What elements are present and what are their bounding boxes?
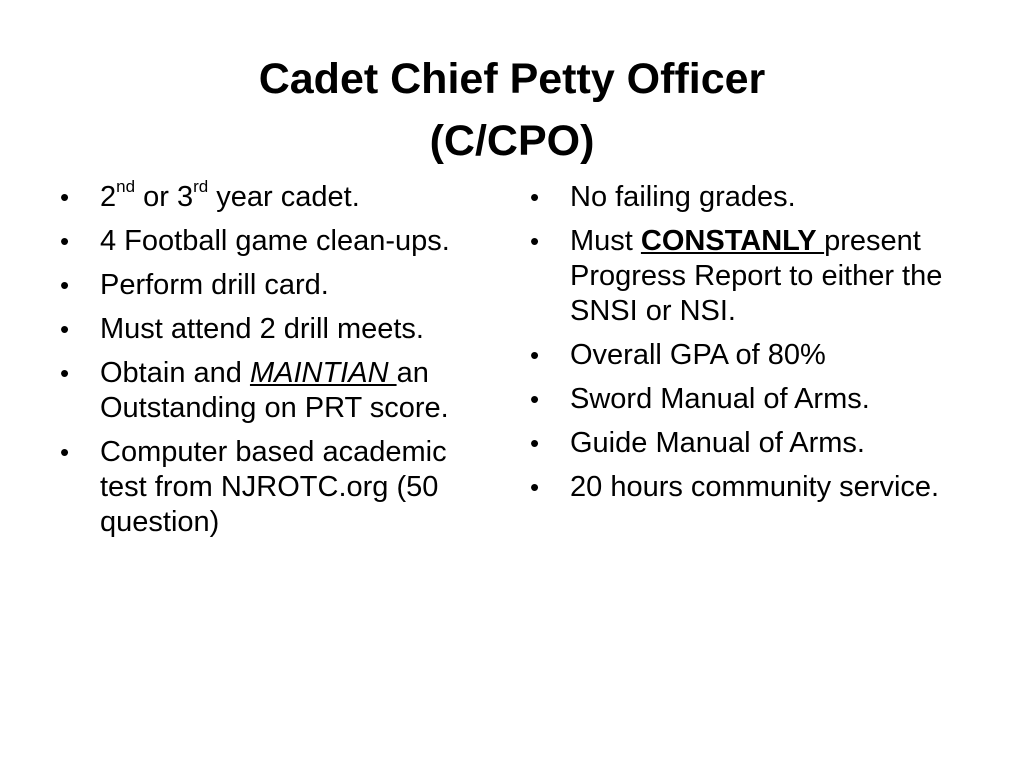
list-item [526, 426, 966, 461]
list-item [526, 224, 966, 329]
list-item [56, 224, 496, 259]
item-text [570, 225, 942, 327]
list-item [56, 268, 496, 303]
list-item [526, 338, 966, 373]
list-item [526, 470, 966, 505]
bullet-icon: • [60, 226, 70, 256]
right-column [526, 180, 966, 514]
list-item [56, 356, 496, 426]
bullet-icon: • [60, 437, 70, 467]
item-text: Computer based academic test from NJROTC.org (50 question) [100, 436, 447, 538]
text-fragment: present Progress Report to either the SNSI or NSI. [570, 225, 943, 327]
text-fragment: an Outstanding on PRT score. [100, 357, 449, 424]
item-text: Overall GPA of 80% [570, 339, 826, 371]
left-bullet-list [56, 177, 496, 540]
item-text [100, 357, 449, 424]
item-text: Must attend 2 drill meets. [100, 313, 424, 345]
list-item [56, 435, 496, 540]
superscript: rd [193, 177, 209, 197]
list-item [526, 382, 966, 417]
list-item [526, 180, 966, 215]
text-fragment: Must [570, 225, 641, 257]
list-item [56, 177, 496, 215]
text-fragment: 2 [100, 181, 117, 213]
item-text: Guide Manual of Arms. [570, 427, 865, 459]
list-item [56, 312, 496, 347]
title-line-1: Cadet Chief Petty Officer [258, 55, 766, 103]
item-text: Perform drill card. [100, 269, 329, 301]
bullet-icon: • [530, 472, 540, 502]
slide-title [0, 48, 1024, 172]
bullet-icon: • [530, 226, 540, 256]
title-line-2: (C/CPO) [429, 117, 595, 165]
item-text: 4 Football game clean-ups. [100, 225, 450, 257]
bullet-icon: • [60, 182, 70, 212]
right-bullet-list [526, 180, 966, 505]
item-text: Sword Manual of Arms. [570, 383, 870, 415]
bullet-icon: • [60, 358, 70, 388]
bullet-icon: • [530, 384, 540, 414]
text-fragment: year cadet. [208, 181, 360, 213]
item-text: 20 hours community service. [570, 471, 940, 503]
left-column [56, 177, 496, 549]
bullet-icon: • [60, 270, 70, 300]
text-fragment: Obtain and [100, 357, 250, 389]
bullet-icon: • [530, 182, 540, 212]
bullet-icon: • [60, 314, 70, 344]
bullet-icon: • [530, 340, 540, 370]
bullet-icon: • [530, 428, 540, 458]
superscript: nd [116, 177, 136, 197]
emphasis-text: MAINTIAN [249, 357, 397, 389]
item-text [100, 177, 360, 213]
item-text: No failing grades. [570, 181, 796, 213]
text-fragment: or 3 [135, 181, 194, 213]
emphasis-text: CONSTANLY [640, 225, 825, 257]
